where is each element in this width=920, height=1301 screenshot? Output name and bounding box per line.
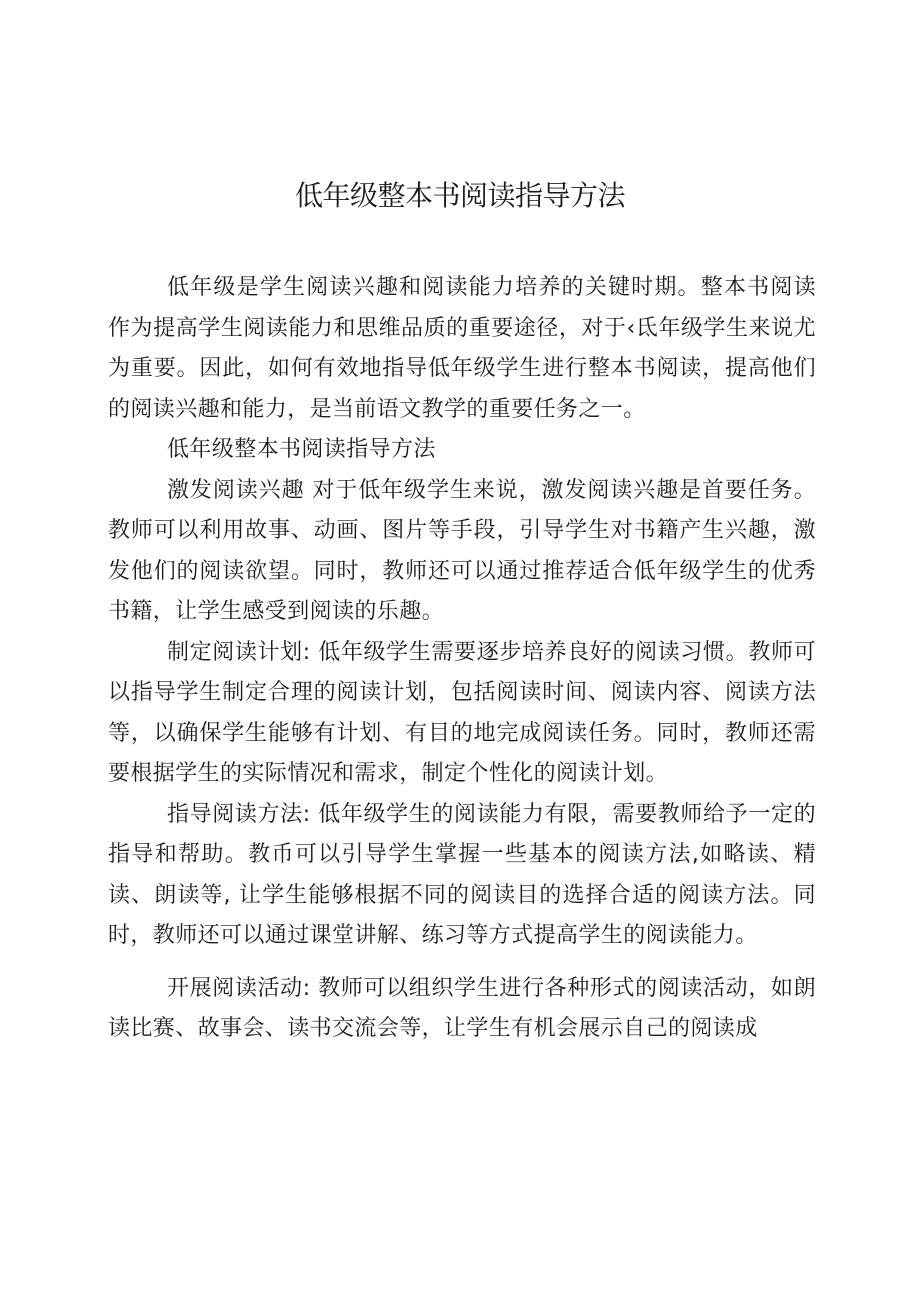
section-heading: 低年级整本书阅读指导方法: [167, 437, 436, 462]
page-title: 低年级整本书阅读指导方法: [294, 179, 625, 212]
paragraph-reading-activities: 开展阅读活动: 教师可以组织学生进行各种形式的阅读活动，如朗读比赛、故事会、读书交流会等，让学生有机会展示自己的阅读成: [108, 975, 816, 1041]
paragraph-reading-plan: 制定阅读计划: 低年级学生需要逐步培养良好的阅读习惯。教师可以指导学生制定合理的阅读计划，包括阅读时间、阅读内容、阅读方法等，以确保学生能够有计划、有目的地完成阅读任务。同时，教师还需要根据学生的实际情况和需求，制定个性化的阅读计划。: [108, 639, 816, 786]
paragraph-stimulate-interest: 激发阅读兴趣 对于低年级学生来说，激发阅读兴趣是首要任务。教师可以利用故事、动画、图片等手段，引导学生对书籍产生兴趣，激发他们的阅读欲望。同时，教师还可以通过推荐适合低年级学生的优秀书籍，让学生感受到阅读的乐趣。: [108, 477, 816, 624]
document-body: [108, 268, 816, 1050]
intro-paragraph: 低年级是学生阅读兴趣和阅读能力培养的关键时期。整本书阅读作为提高学生阅读能力和思维品质的重要途径，对于‹氐年级学生来说尤为重要。因此，如何有效地指导低年级学生进行整本书阅读，提高他们的阅读兴趣和能力，是当前语文教学的重要任务之一。: [108, 275, 816, 422]
paragraph-reading-methods: 指导阅读方法: 低年级学生的阅读能力有限，需要教师给予一定的指导和帮助。教币可以引导学生掌握一些基本的阅读方法,如略读、精读、朗读等, 让学生能够根据不同的阅读目的选择合适的阅读方法。同时，教师还可以通过课堂讲解、练习等方式提高学生的阅读能力。: [108, 801, 816, 948]
